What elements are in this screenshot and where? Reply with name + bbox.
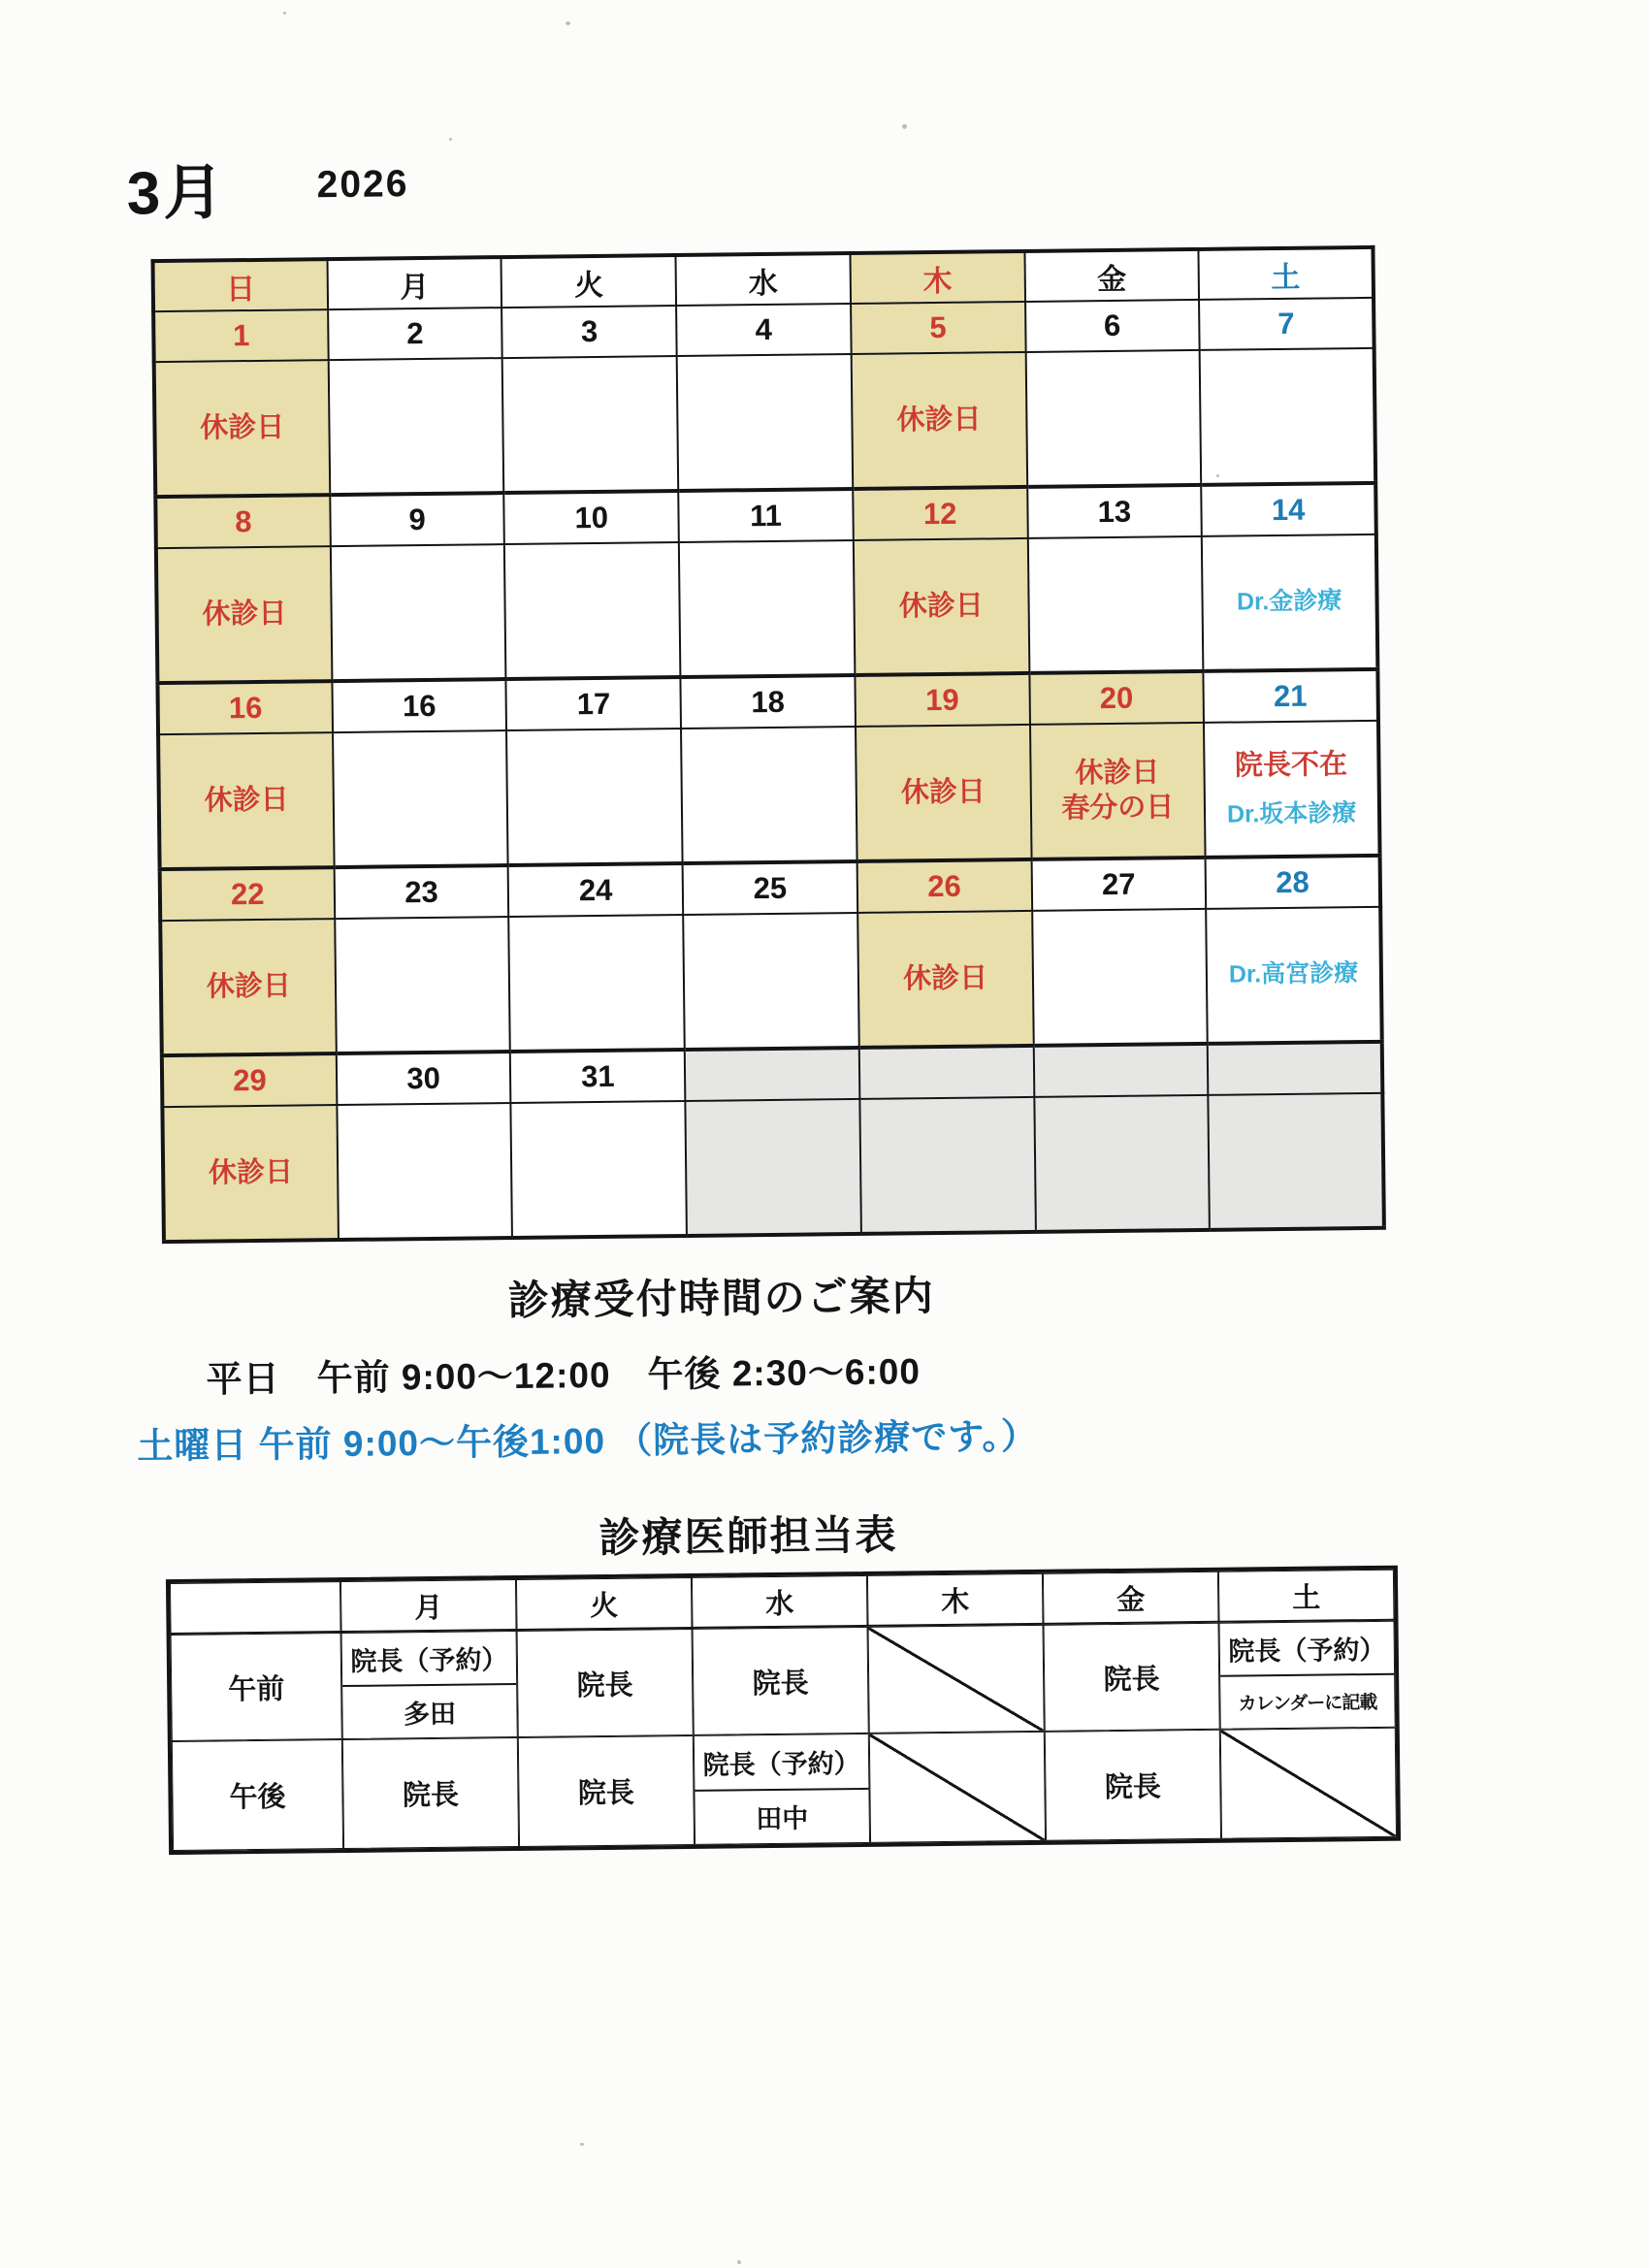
scan-speck xyxy=(283,12,286,15)
note-text: 休診日 xyxy=(898,590,984,623)
note-cell-w5-thu xyxy=(859,1097,1035,1234)
day-cell-w3-sun: 16 xyxy=(157,681,332,734)
staff-cell-top-text: 院長（予約） xyxy=(695,1734,869,1792)
staff-header-tue: 火 xyxy=(516,1577,693,1631)
note-cell-w2-fri xyxy=(1027,536,1203,673)
day-cell-w1-thu: 5 xyxy=(851,302,1025,354)
weekday-header-sat: 土 xyxy=(1199,247,1374,300)
note-cell-w4-tue xyxy=(509,915,685,1052)
staff-cell-am-wed: 院長 xyxy=(693,1627,869,1735)
day-cell-w2-sun: 8 xyxy=(155,495,330,548)
day-cell-w5-mon: 30 xyxy=(336,1052,510,1105)
day-cell-w1-sun: 1 xyxy=(153,309,328,362)
day-cell-w3-tue: 17 xyxy=(506,677,681,730)
note-text: 休診日 xyxy=(902,962,988,995)
note-text: Dr.高宮診療 xyxy=(1228,959,1359,988)
day-cell-w3-mon: 16 xyxy=(332,679,506,732)
staff-roster-section xyxy=(165,1498,1393,1855)
calendar-month-title: 3月 xyxy=(126,159,227,228)
reception-hours-heading: 診療受付時間のご案内 xyxy=(507,1273,935,1324)
weekday-header-mon: 月 xyxy=(327,257,501,309)
note-cell-w4-wed xyxy=(683,913,858,1050)
day-cell-w3-wed: 18 xyxy=(681,675,856,729)
staff-row-label-pm: 午後 xyxy=(172,1739,343,1851)
note-text: Dr.金診療 xyxy=(1236,587,1342,616)
day-cell-w3-sat: 21 xyxy=(1204,669,1378,723)
staff-roster-heading: 診療医師担当表 xyxy=(598,1511,898,1562)
note-cell-w1-mon xyxy=(328,358,503,495)
document-sheet xyxy=(126,117,1393,1855)
day-cell-w2-sat: 14 xyxy=(1201,483,1375,536)
weekday-header-wed: 水 xyxy=(676,253,851,306)
scan-speck xyxy=(902,124,907,129)
day-cell-w5-wed xyxy=(685,1048,859,1101)
weekday-header-tue: 火 xyxy=(501,255,676,308)
staff-cell-bottom-text: 多田 xyxy=(403,1699,457,1730)
note-cell-w3-sun xyxy=(158,732,334,869)
saturday-hours-line: 土曜日 午前 9:00～午後1:00 （院長は予約診療です。） xyxy=(137,1415,1039,1467)
staff-header-empty xyxy=(170,1581,341,1635)
day-cell-w1-fri: 6 xyxy=(1025,300,1200,352)
note-text: 休診日 xyxy=(1075,757,1160,790)
staff-row-label-am: 午前 xyxy=(171,1633,342,1741)
note-cell-w1-sat xyxy=(1200,348,1375,485)
note-cell-w2-tue xyxy=(504,542,680,679)
staff-cell-pm-tue: 院長 xyxy=(518,1735,695,1847)
staff-roster-table xyxy=(166,1566,1401,1855)
note-text: 休診日 xyxy=(204,784,289,817)
note-cell-w2-sun xyxy=(156,546,332,683)
note-cell-w5-mon xyxy=(337,1103,512,1240)
note-text: 休診日 xyxy=(202,598,287,631)
note-cell-w1-thu xyxy=(851,352,1026,489)
note-cell-w4-thu xyxy=(857,911,1033,1048)
staff-header-fri: 金 xyxy=(1043,1571,1219,1625)
scan-speck xyxy=(1216,474,1219,477)
day-cell-w4-tue: 24 xyxy=(508,863,683,917)
day-cell-w3-fri: 20 xyxy=(1029,671,1204,725)
note-text: 休診日 xyxy=(206,970,292,1003)
note-cell-w5-fri xyxy=(1034,1095,1210,1232)
staff-header-wed: 水 xyxy=(692,1575,868,1629)
note-text: 院長不在 xyxy=(1234,748,1348,782)
note-cell-w2-wed xyxy=(679,540,855,677)
staff-cell-am-tue: 院長 xyxy=(517,1629,694,1737)
note-cell-w4-sat xyxy=(1206,907,1381,1044)
note-cell-w3-sat xyxy=(1204,721,1379,858)
reception-hours-section xyxy=(137,1259,1388,1469)
note-cell-w3-fri xyxy=(1030,723,1206,859)
staff-closed-diagonal-pm-thu xyxy=(869,1732,1046,1843)
staff-cell-am-fri: 院長 xyxy=(1044,1623,1220,1732)
staff-closed-diagonal-am-thu xyxy=(868,1625,1045,1733)
day-cell-w1-mon: 2 xyxy=(328,308,502,360)
calendar-year: 2026 xyxy=(316,163,409,207)
note-cell-w2-thu xyxy=(854,538,1029,675)
day-cell-w4-thu: 26 xyxy=(857,859,1031,913)
day-cell-w1-tue: 3 xyxy=(501,306,676,358)
scan-speck xyxy=(580,2143,584,2146)
day-cell-w1-sat: 7 xyxy=(1199,298,1374,350)
scan-speck xyxy=(737,2260,741,2264)
note-text: Dr.坂本診療 xyxy=(1226,799,1357,828)
month-calendar-table xyxy=(150,245,1385,1244)
day-cell-w5-sun: 29 xyxy=(162,1053,337,1107)
staff-cell-pm-fri: 院長 xyxy=(1045,1730,1221,1841)
note-cell-w3-tue xyxy=(506,729,682,865)
staff-header-thu: 木 xyxy=(867,1573,1044,1627)
note-cell-w1-tue xyxy=(502,356,678,493)
staff-cell-am-mon xyxy=(341,1631,518,1739)
note-cell-w5-tue xyxy=(511,1101,687,1238)
weekday-hours-line: 平日 午前 9:00～12:00 午後 2:30～6:00 xyxy=(206,1351,922,1400)
weekday-header-sun: 日 xyxy=(153,259,328,311)
staff-cell-pm-wed xyxy=(694,1733,870,1845)
staff-cell-bottom-text: カレンダーに記載 xyxy=(1238,1692,1377,1715)
note-cell-w1-wed xyxy=(677,354,853,491)
day-cell-w4-mon: 23 xyxy=(334,865,508,919)
staff-cell-top-text: 院長（予約） xyxy=(1220,1622,1395,1677)
staff-closed-diagonal-pm-sat xyxy=(1220,1728,1397,1839)
staff-header-sat: 土 xyxy=(1218,1570,1395,1623)
note-cell-w1-fri xyxy=(1025,350,1201,487)
day-cell-w4-sat: 28 xyxy=(1206,856,1380,909)
day-cell-w2-tue: 10 xyxy=(504,491,679,544)
note-text: 休診日 xyxy=(900,776,986,809)
day-cell-w2-thu: 12 xyxy=(853,487,1027,540)
note-cell-w5-wed xyxy=(685,1099,860,1236)
day-cell-w4-sun: 22 xyxy=(160,867,335,921)
calendar-title-row xyxy=(126,117,1374,259)
note-text: 休診日 xyxy=(896,404,982,437)
day-cell-w4-wed: 25 xyxy=(683,861,857,915)
scan-speck xyxy=(566,21,570,25)
day-cell-w2-fri: 13 xyxy=(1027,485,1202,538)
note-cell-w4-fri xyxy=(1032,909,1208,1046)
note-text: 休診日 xyxy=(200,411,285,444)
scan-speck xyxy=(449,138,452,141)
day-cell-w5-thu xyxy=(859,1046,1034,1099)
note-cell-w3-mon xyxy=(333,730,508,867)
day-cell-w3-thu: 19 xyxy=(855,673,1029,727)
note-cell-w2-mon xyxy=(331,544,506,681)
note-cell-w2-sat xyxy=(1202,535,1377,671)
note-cell-w4-mon xyxy=(335,917,510,1053)
day-cell-w1-wed: 4 xyxy=(676,304,851,356)
weekday-header-thu: 木 xyxy=(850,251,1024,304)
staff-cell-pm-mon: 院長 xyxy=(342,1737,519,1849)
day-cell-w2-wed: 11 xyxy=(678,489,853,542)
staff-cell-bottom-text: 田中 xyxy=(756,1803,809,1834)
note-text: 春分の日 xyxy=(1061,792,1175,825)
day-cell-w2-mon: 9 xyxy=(330,493,504,546)
note-text: 休診日 xyxy=(208,1156,294,1189)
staff-header-mon: 月 xyxy=(340,1579,517,1633)
note-cell-w3-thu xyxy=(856,725,1031,861)
day-cell-w5-sat xyxy=(1208,1042,1382,1095)
note-cell-w5-sun xyxy=(162,1105,338,1242)
note-cell-w3-wed xyxy=(681,727,857,863)
note-cell-w5-sat xyxy=(1209,1093,1384,1230)
staff-cell-am-sat xyxy=(1219,1621,1396,1730)
note-cell-w1-sun xyxy=(154,360,330,497)
day-cell-w5-fri xyxy=(1033,1044,1208,1097)
weekday-header-fri: 金 xyxy=(1024,249,1199,302)
staff-cell-top-text: 院長（予約） xyxy=(342,1632,517,1687)
day-cell-w4-fri: 27 xyxy=(1031,858,1206,911)
note-cell-w4-sun xyxy=(160,919,336,1055)
day-cell-w5-tue: 31 xyxy=(510,1050,685,1103)
